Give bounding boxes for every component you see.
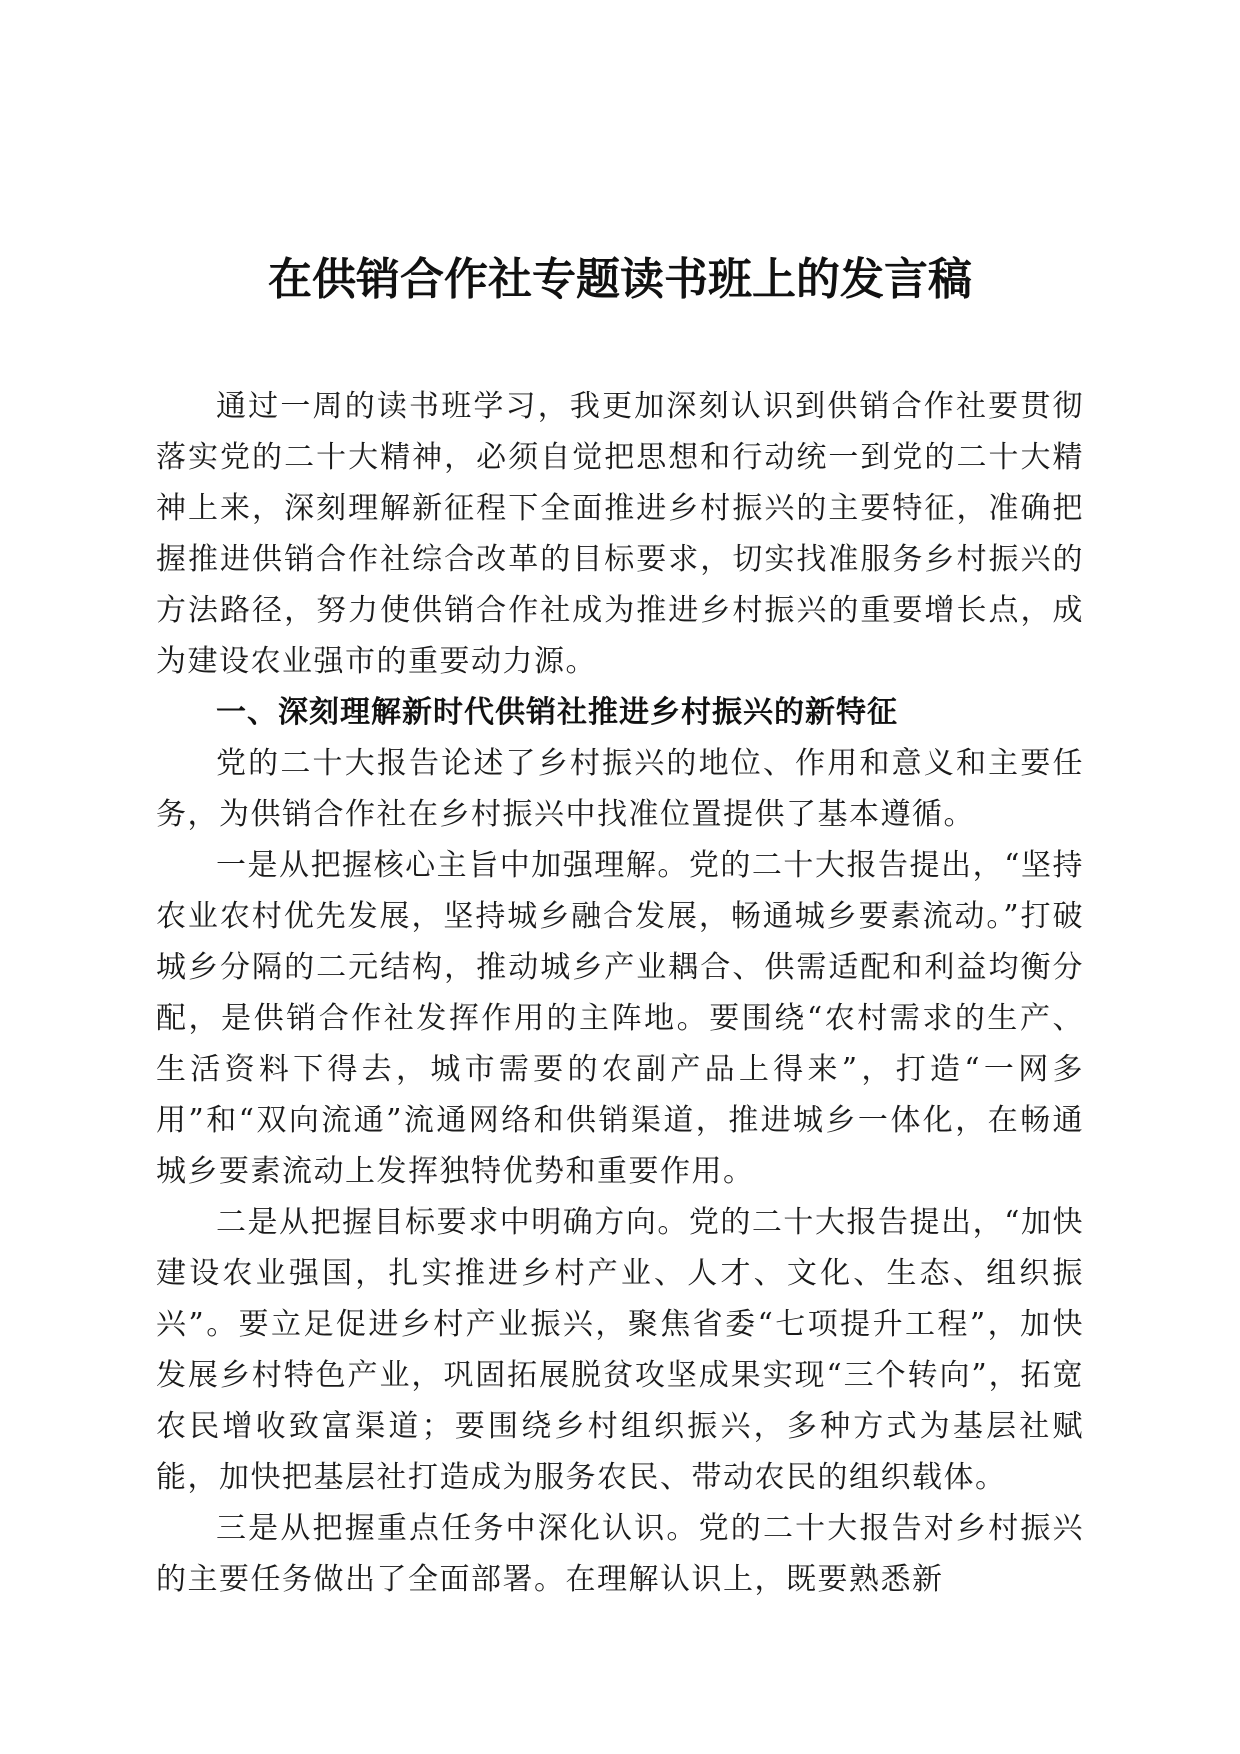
section-1-paragraph-1: 党的二十大报告论述了乡村振兴的地位、作用和意义和主要任务，为供销合作社在乡村振兴中找准位置提供了基本遵循。	[156, 746, 1084, 832]
section-1-paragraph-3: 二是从把握目标要求中明确方向。党的二十大报告提出，“加快建设农业强国，扎实推进乡村产业、人才、文化、生态、组织振兴”。要立足促进乡村产业振兴，聚焦省委“七项提升工程”，加快发展乡村特色产业，巩固拓展脱贫攻坚成果实现“三个转向”，拓宽农民增收致富渠道；要围绕乡村组织振兴，多种方式为基层社赋能，加快把基层社打造成为服务农民、带动农民的组织载体。	[156, 1205, 1084, 1495]
section-1-heading: 一、深刻理解新时代供销社推进乡村振兴的新特征	[216, 695, 898, 730]
document-body	[156, 381, 1084, 1605]
intro-paragraph: 通过一周的读书班学习，我更加深刻认识到供销合作社要贯彻落实党的二十大精神，必须自觉把思想和行动统一到党的二十大精神上来，深刻理解新征程下全面推进乡村振兴的主要特征，准确把握推进供销合作社综合改革的目标要求，切实找准服务乡村振兴的方法路径，努力使供销合作社成为推进乡村振兴的重要增长点，成为建设农业强市的重要动力源。	[156, 389, 1084, 679]
section-1-paragraph-2: 一是从把握核心主旨中加强理解。党的二十大报告提出，“坚持农业农村优先发展，坚持城乡融合发展，畅通城乡要素流动。”打破城乡分隔的二元结构，推动城乡产业耦合、供需适配和利益均衡分配，是供销合作社发挥作用的主阵地。要围绕“农村需求的生产、生活资料下得去，城市需要的农副产品上得来”，打造“一网多用”和“双向流通”流通网络和供销渠道，推进城乡一体化，在畅通城乡要素流动上发挥独特优势和重要作用。	[156, 848, 1084, 1189]
section-1-paragraph-4: 三是从把握重点任务中深化认识。党的二十大报告对乡村振兴的主要任务做出了全面部署。在理解认识上，既要熟悉新	[156, 1511, 1084, 1597]
document-title: 在供销合作社专题读书班上的发言稿	[268, 254, 972, 305]
